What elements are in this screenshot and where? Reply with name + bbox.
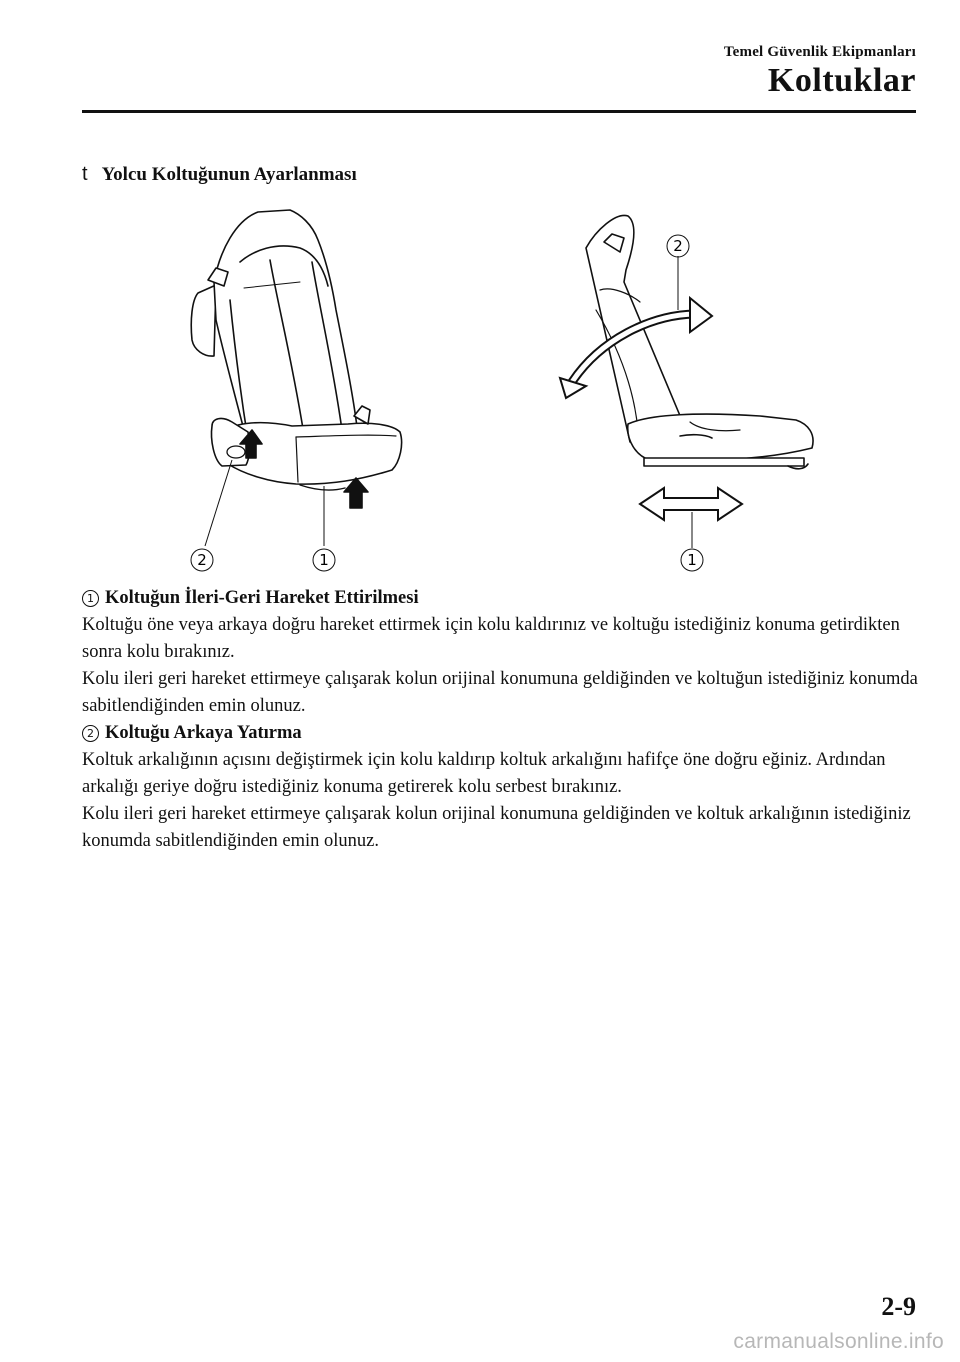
bullet-icon: t [82,163,88,185]
item-heading-text: Koltuğu Arkaya Yatırma [105,723,302,743]
paragraph: Kolu ileri geri hareket ettirmeye çalışarak kolun orijinal konumuna geldiğinden ve koltuğun istediğiniz konumda sabitlendiğinden emin olunuz. [82,669,918,716]
item-heading-2 [82,720,922,747]
recline-arrowhead-left [560,378,586,398]
side-seat-drawing [586,215,813,468]
paragraph: Koltuk arkalığının açısını değiştirmek için kolu kaldırıp koltuk arkalığını hafifçe öne doğru eğiniz. Ardından arkalığı geriye doğru istediğiniz konuma getirerek kolu serbest bırakınız. [82,750,886,797]
paragraph: Koltuğu öne veya arkaya doğru hareket ettirmek için kolu kaldırınız ve koltuğu istediğiniz konuma getirdikten sonra kolu bırakınız. [82,615,900,662]
recline-arrowhead-right [690,298,712,332]
header-section-label: Temel Güvenlik Ekipmanları [723,44,916,60]
number-badge: 1 [82,590,99,607]
callout-number: 1 [687,551,697,569]
seat-adjustment-illustration [0,190,960,580]
number-badge: 2 [82,725,99,742]
front-seat-drawing [191,210,401,508]
page-title: Koltuklar [767,62,916,99]
header-divider [82,110,916,113]
page-number: 2-9 [881,1292,916,1321]
watermark: carmanualsonline.info [733,1330,944,1353]
slide-double-arrow [640,488,742,520]
item-heading-text: Koltuğun İleri-Geri Hareket Ettirilmesi [105,588,419,608]
instructions [82,585,922,855]
callout-number: 1 [319,551,329,569]
paragraph: Kolu ileri geri hareket ettirmeye çalışarak kolun orijinal konumuna geldiğinden ve koltuk arkalığının istediğiniz konumda sabitlendiğinden emin olunuz. [82,804,911,851]
callout-number: 2 [673,237,683,255]
section-title [82,163,357,186]
item-heading-1 [82,585,922,612]
callout-number: 2 [197,551,207,569]
section-title-text: Yolcu Koltuğunun Ayarlanması [101,163,357,185]
